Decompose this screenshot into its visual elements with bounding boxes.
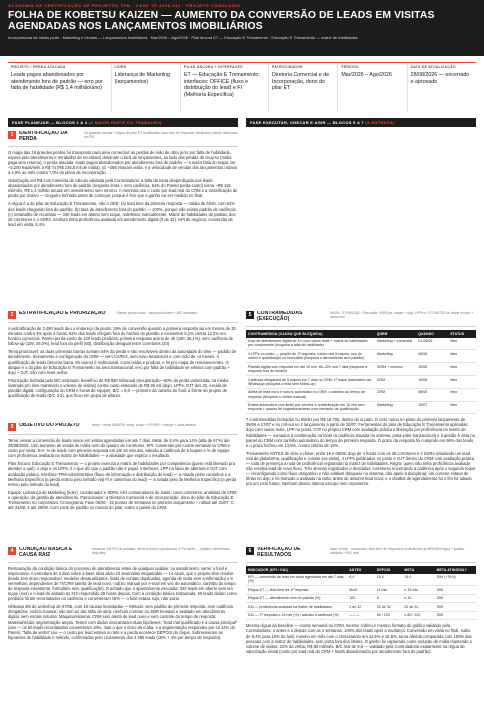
page-subtitle: Incorporadora de médio porte · Marketing e Vendas — Lançamentos Imobiliários · Mar/2026 – Ago/2026 · Pilar âncora ET — Educação E Treinamento · Educação E Treinamento — matriz de habilidades <box>8 35 358 40</box>
meta-pillar <box>181 63 269 112</box>
block-title: CONTRAMEDIDAS (EXECUÇÃO) <box>257 311 303 322</box>
table-cell: SIM <box>435 611 476 619</box>
meta-label: LÍDER <box>114 65 127 69</box>
table-cell: SDRs + corretor <box>375 363 416 376</box>
column-header: META ATINGIDA? <box>435 566 476 574</box>
meta-value: Leads pagos abandonados por atendimento fora de padrão — erro por falta de habilidade (R$ 1,4 milhão/ano) <box>11 72 103 92</box>
phase-plan-bar <box>8 118 238 127</box>
meta-label: DATA DE ATUALIZAÇÃO <box>410 65 456 69</box>
table-cell: 14,0 <box>402 574 434 586</box>
kicker: ACADEMIA DE CERTIFICAÇÃO DE PROJETOS TPM · CASE TP-2026-011 · PROJETO CONCLUÍDO <box>8 3 241 8</box>
column-header: DEPOIS <box>375 566 403 574</box>
column-header: INDICADOR (KPI / KAI) <box>246 566 347 574</box>
table-cell: feito <box>448 401 476 414</box>
meta-value: Mar/2026 – Ago/2026 <box>341 72 392 78</box>
table-cell: Alerta de lead novo e rodízio automático no CRM; o carimbo do tempo de resposta (bloqueia o rodízio manual) <box>246 388 375 401</box>
table-row <box>246 594 476 602</box>
table-cell: 100 <box>347 594 375 602</box>
block-note: base 1ªresp · conversão, final time de resposta e proficiência na MEDIAN régua + gráfico validado + B/C real <box>330 547 465 556</box>
paragraph: A régua é a do pilar de Educação E Treinamento, não o OEE: (a) lead time da primeira resposta — média de 6h40, com 62% dos leads chegando fora do padrão; (b) taxa de atendimento fora do padrão — 100%, porque não existia padrão de cadência; (c) retrabalho de recontato — 340 leads em aberto sem toque, redefeitos manualmente. Matriz de habilidades de partida: dos 28 corretores e 4 SDRs, nenhum tinha proficiência avaliada em atendimento digital (0 de 32). KPI de negócio: conversão de lead em visita, 8,4%. <box>8 201 237 227</box>
block-header <box>8 423 238 435</box>
column-header: ANTES <box>347 566 375 574</box>
phase-plan-label: FASE PLANEJAR — BLOCOS 1 A 4 <box>12 120 88 126</box>
block-number: 3 <box>8 423 16 431</box>
table-cell: — / — <box>347 611 375 619</box>
block-number: 6 <box>246 547 254 555</box>
block-note: Pareto perda-custo · tarea priorizável + B/C estimado <box>117 311 198 315</box>
table-row <box>246 401 476 414</box>
table-cell: 16/06 <box>416 375 448 388</box>
table-cell: 8,4 <box>347 574 375 586</box>
meta-sponsor <box>269 63 338 112</box>
block-header <box>246 311 476 327</box>
table-cell: SIM <box>435 594 476 602</box>
paragraph: Restauração da condição básica do processo de atendimento antes de qualquer análise: no atendimento, varrer o funil é inspecionar. A varredura de 3 dias sobre a base ativa abriu 23 anomalias etiquetadas — 14 azuis, que o próprio time resolve (leads sem dono responsável, modelos desatualizados, listas de contato duplicadas, agenda de visita sem confirmação) e 9 vermelhas, dependentes de TI/CRM (alerta de lead novo, rodízio manual por e-mail em vez de automático, carimbo do tempo de resposta inexistente, formulário sem qualificação). O achado que o apontamento escondia: 340 leads em aberto sem um toque (nos) e o lead de sábado às 21h respondido 28 horas depois. Com a condição básica restaurada, 60 leads daíam como perdidos foram recontatados na cadência e converteram 18% — o funil estava sujo, não vazio. <box>8 565 237 602</box>
table-cell: 08/06 <box>416 388 448 401</box>
meta-leader <box>112 63 181 112</box>
table-cell: 32 de 32 <box>402 603 434 611</box>
table-cell: feito <box>448 350 476 363</box>
table-cell: 11 min <box>375 586 403 594</box>
table-row <box>246 611 476 619</box>
table-cell: Marketing + comercial <box>375 338 416 350</box>
paragraph: Tema priorizavel: as duas primeiras barras somam 64% da perda e são resolvíveis dentro da autoridade do time — padrão de atendimento, treinamento e configuração do CRM — sem CAPEX, sem novo headcount e com ciclo de ~3 meses. A qualificação de leads (terceira barra, 60 casos) é multicausal, cruza mídia e produto, e foi pro mapa de remanescentes. O ataque é o do pilar de Educação E Treinamento na área transacional: erro por falta de habilidade se elimina com padrão + dojo + OJT, não com mais verba. <box>8 349 237 375</box>
paragraph: Ishikawa 4M do workshop de 07/05, com 18 causas levantadas — Método: sem padrão de primeira resposta, sem cadência obrigatória, rodízio manual; não tem ao dia; Mão de obra: nenhum corretor ou SDR treinado e avaliado em atendimento digital, sem escala noturna; Máquina/sistema: CRM sem alerta de lead novo e sem controle do tempo de resposta; Material/mídia: segmentação ampla. Testes com dados descartaram duas hipóteses: "lead mal qualificado é a causa principal" (aos — os 60 leads recontatados converteram 18%, mas o que o dono da mídia, e a segmentação respondeu por só 12% do Pareto; "falta de verba" (ao — o custo por lead estava no teto e a perda acontece DEPOIS do clique. Sobreviveram as hipóteses de habilidade e método, confirmadas pelo cruzamento dos 2 480 leads (19% + 4% por tempo de resposta). <box>8 604 238 640</box>
meta-strip <box>8 62 476 112</box>
meta-value: ET — Educação E Treinamento; interfaces: OFFICE (fluxo e distribuição do lead) e FI (Melhoria Específica) <box>183 72 260 98</box>
table-cell: SIM (+76%) <box>435 574 476 586</box>
phase-plan-note: (A MAIOR PARTE DO TRABALHO) <box>88 120 162 126</box>
block-2 <box>8 311 238 420</box>
block-header <box>8 311 238 323</box>
table-cell: Cadência obrigatória de 5 toques em 7 dias no CRM; 1º toque automático via WhatsApp (bloqueia o lead sem follow-up) <box>246 375 375 388</box>
header <box>0 0 484 56</box>
block-3 <box>8 423 238 544</box>
meta-label: PROJETO / PERDA ATACADA <box>11 65 66 69</box>
meta-label: PILAR ÂNCORA + INTERFACES <box>183 65 243 69</box>
table-cell: 4 LPPs no posto — propõe de 1ª resposta, roteiro dos 5 toques, uso do roteiro e qualificação no formulário (bloqueia o atendimento sem padrão) <box>246 350 375 363</box>
table-row <box>246 603 476 611</box>
block-4 <box>8 547 238 700</box>
table-cell: Plantão digital com resposta em até 10 min; 8h–22h nos 7 dias (bloqueia a resposta fora do horário) <box>246 363 375 376</box>
paragraph: A estratificação de 2.480 leads deu o endereço da perda: 19% de conversão quando a primeira resposta sai em menos de 30 minutos contra 4% após 4 horas; 62% dos leads chegam fora do horário do plantão e convertem 5,1% contra 12,2% em horário comercial. Pareto perda-custo de 420 leads perdidos: primeira resposta acima de 4h (180, 36,1%), sem cadência de follow-up (109, 26,0%), lead fora do perfil (60), distribuição desigual entre corretores (20). <box>8 326 236 347</box>
paragraph: Treinamento ANTES de virar a chave, entre 18 e 05/06: dojo de 4 horas com os 28 corretores e 4 SDRs simulando um lead real da plataforma, qualificação e convite pra visita), 4 LPPs publicados no posto e OJT dentro do CRM com avaliação prática — toda de presença a nota de proficiência registrada na matriz de habilidades. Regra: quem não tinha proficiência avaliada não recebia lead de novo fluxo. Três desvios registrados e decididos: corretores encerrando a cadência após o segundo toque — reconfigurado como fluxo obrigatório e não editável (bloqueio no sistema, não apelo à disciplina); um corretor estava de férias no dojo e foi treinado a avaliado na volta, antes de assumir lead novo; e o chatbot de agendamento foi o fim foi adiado pra um ciclo futuro. Nenhum desvio alterou escopo nem orçamento. <box>246 450 476 487</box>
meta-value: Liderança de Marketing (lançamentos) <box>114 72 170 85</box>
column-header: STATUS <box>448 330 476 338</box>
table-cell: feito <box>448 363 476 376</box>
meta-label: PERÍODO <box>341 65 360 69</box>
meta-project <box>8 63 112 112</box>
block-title: ESTRATIFICAÇÃO E PRIORIZAÇÃO <box>19 311 106 316</box>
table-cell: feito <box>448 375 476 388</box>
column-header: QUEM <box>375 330 416 338</box>
paragraph: Valorização em R$ com memória de cálculo validada pela Controladoria: a falta da meta desperdiçada nos leads abandonados por atendimento fora de padrão (resposta lenta + sem cadência, 64% do Pareto perda-custo) soma ~R$ 118 mil/mês, R$ 1,4 milhão anuais em investimento sem retorno. A memória usa o custo por lead real do CRM e a classificação de perda por motivo — ninguém fechada antes de começar, porque é feio que o ganho vai ser medido no final. <box>8 178 238 199</box>
paragraph: Equipe: Liderança de Marketing (líder); coordenador e SDRs; três consumidores de leads; cinco corretores; analistas de CRM e operação, da gestão de atendimento. Patrocinador: a Diretoria Comercial e de Incorporação, dono do pilar de Educação E Treinamento no corporativo. Cronograma: Fase 05/06 · 22 pontos de semanas no primeiro lançamento + rollout até 31/07, C até 31/08, 4 até 28/08. Com corte de padrão no mundo do pilar, sobre o painel do CRM. <box>8 489 237 511</box>
table-cell: CRM <box>375 388 416 401</box>
meta-label: PATROCINADOR <box>271 65 303 69</box>
page-title: FOLHA DE KOBETSU KAIZEN — AUMENTO DA CONVERSÃO DE LEADS EM VISITAS AGENDADAS NOS LANÇAMENTOS IMOBILIÁRIOS <box>8 10 435 32</box>
block-title: OBJETIVO DO PROJETO <box>19 423 80 428</box>
table-row <box>246 375 476 388</box>
table-cell: Rotina automática com limite por corretor e redistribuição em 15 min sem resposta + quadro de sugestionamento com formador de qualificação <box>246 401 375 414</box>
table-row <box>246 350 476 363</box>
column-header: QUANDO <box>416 330 448 338</box>
table-cell: KAI — 1ª resposta ≤ 15 min (%) / adesão à cadência (%) <box>246 611 347 619</box>
table-header-row <box>246 566 476 574</box>
table-cell: Dojo de atendimento digital de 4 h com casos reais + matriz de habilidades por componente (bloqueia a falta de habilidade) <box>246 338 375 350</box>
table-cell: 01-06/06 <box>416 338 448 350</box>
block-6 <box>246 547 476 700</box>
meta-period <box>338 63 407 112</box>
meta-value: Diretoria Comercial e de Incorporação, dono do pilar ET <box>271 72 330 92</box>
table-cell: feito <box>448 338 476 350</box>
table-cell: SIM <box>435 603 476 611</box>
meta-update-date <box>408 63 476 112</box>
table-cell: ≥ 80 / 100 <box>402 611 434 619</box>
table-cell: 32 de 32 <box>375 603 403 611</box>
table-cell: KPI — conversão de lead em visita agendada em até 7 dias (%) <box>246 574 347 586</box>
block-title: IDENTIFICAÇÃO DA PERDA <box>19 131 68 142</box>
table-row <box>246 388 476 401</box>
block-note: 16 grandes perdas + régua de pilar ET mobilizada; base-line de resposta; retrabalho; perda valorizada em R$ <box>84 131 238 140</box>
block-note: 5W2H · 07/08/2026 · Execução: 09/01/ye: nasas + dojo, LPPs e OJT ANTES de ativar e fluxo + direcionar <box>330 311 474 320</box>
column-header: META <box>402 566 434 574</box>
countermeasures-table <box>246 330 476 415</box>
table-cell: Régua ET — atendimento fora do padrão (%) <box>246 594 347 602</box>
meta-value: 28/08/2026 — encerrado e aprovado <box>410 72 470 85</box>
block-number: 1 <box>8 131 16 139</box>
table-cell: Marketing <box>375 401 416 414</box>
block-5 <box>246 311 476 544</box>
block-1 <box>8 131 238 306</box>
block-header <box>8 131 238 147</box>
phase-execute-note: (A ENTREGA) <box>365 120 395 126</box>
paragraph: O mapa das 16 grandes perdas foi transposto para area comercial: as perdas de mão de obra (erro por falta de habilidade, espera pelo atendimento e retrabalho de recontato) dominam o funil de lançamentos, ao lado das perdas de recurso (mídia paga sem retorno). A perda atacada: leads pagos abandonados por atendimento fora de padrão — a maior fatia do mapa. De ~3.200 leads/mês à R$ 74 (R$ 236,8 mil de mídia), só ~269 viravam visita, e a velocidade de vendas dos lançamentos rodava a 4,9% ao mês contra 7,0% do plano de incorporação. <box>8 149 237 175</box>
table-cell: ≤ 10 <box>402 594 434 602</box>
table-cell: 0 de 32 <box>347 603 375 611</box>
table-row <box>246 363 476 376</box>
table-cell: KAI — proficiência avaliada na matriz de habilidades <box>246 603 347 611</box>
table-cell: 6h40 <box>347 586 375 594</box>
phase-execute-bar <box>246 118 476 127</box>
block-title: VERIFICAÇÃO DE RESULTADOS <box>257 547 301 558</box>
table-cell: 06/06 <box>416 350 448 363</box>
paragraph: Tema: elevar a conversão de leads novos em visitas agendadas em até 7 dias. Meta: de 8,4% para 14% (alta de 67%) até 28/08/2026, com aumento de venda de mídia nem do quadro de corretores. KPI: conversão por coorte semanal no CRM e custo por visita. KAI: % de leads com primeira resposta em até 15 minutos, adesão à cadência de 5 toques e % de equipe com proficiência avaliada na matriz de habilidades — a atividade que explica o resultado. <box>8 438 231 459</box>
table-cell: Marketing <box>375 350 416 363</box>
table-cell: 6 <box>375 594 403 602</box>
table-cell: 90 / 100 <box>375 611 403 619</box>
block-number: 2 <box>8 311 16 319</box>
paragraph: Pilar âncora: Educação E Treinamento — o projeto exercita a matriz de habilidades por competência (quem está liberado pra atender o quê), o dojo e os LPPs; é o que diz que o padrão não é papel. Interfaces: LPP na faixa de abertura e OJT com avaliação prática. Interface TPM Administrativo (fluxo de informação e distribuição do lead) — a rotada pelos caminhos e a Melhoria Específica (a perda entrou pelo método via) FI e caminhos do lead) — a rotada pelo de Melhoria Específica (a perda entrou pelo método do lead). <box>8 461 237 487</box>
table-row <box>246 574 476 586</box>
block-note: tema + meta SMARTs; cinta; prazo + KPI/RH + equipe + data ativaca <box>92 423 196 427</box>
phase-execute-label: FASE EXECUTAR, CHECAR E AGIR — BLOCOS 5 A 7 <box>250 120 364 126</box>
block-header <box>246 547 476 563</box>
table-cell: SIM <box>435 586 476 594</box>
block-number: 4 <box>8 547 16 555</box>
table-cell: 10/06 <box>416 363 448 376</box>
table-cell: 16,0 <box>375 574 403 586</box>
paragraph: 7 contramedidas fechadas no 5W2H por R$ 16.700, dentro do orçado. O ciclo rodou no piloto do primeiro lançamento de 09/06 a 17/07 e no roll-out no 2 lançamento a partir de 20/07. Ferramentas do pilar de Educação E Treinamento aplicadas: dojo com casos reais, LPP no posto, OJT no próprio CRM com avaliação prática e liberação por proficiência na matriz de habilidades — somados à combinação na fonte (a cadência travada no sistema, poka-yoke transacional) e à gestão à vista no painel do CRM com carimbo automático do tempo da primeira resposta. O prazo da resposta foi cumprido em 96% dos leads e o prazo fechou em 13,6%, contra critério de 12%. <box>246 417 475 448</box>
block-note: restaurar ANTES de analisar: serve a funil e operacional; 4 Por quês → objetivo desenhado dirty-dirty <box>92 547 230 556</box>
block-header <box>8 547 238 563</box>
paragraph: Priorização fechada pelo B/C estimado: benefício de R$ 850 mil/anual (recuperação ~60% da perda valorizada, na média ilustrada pro time mantendo o volume de visitas) contra custo estimado de R$ 95 mil (dojo, LPPs, OJT dos 32, escala de plantão digital, configuração do CRM e horas de equipe): B/C = 9,0 — primeiro da carteira do funil, à frente do projeto de qualificação de leads (B/C 3,5), que ficou em grupo de pilares. <box>8 377 229 399</box>
table-cell: CRM <box>375 375 416 388</box>
table-cell: Régua ET — lead time da 1ª resposta <box>246 586 347 594</box>
table-header-row <box>246 330 476 338</box>
block-title: CONDIÇÃO BÁSICA E CAUSA RAIZ <box>19 547 73 558</box>
table-cell: feito <box>448 388 476 401</box>
paragraph: Mesma régua da baseline — coorte semanal no CRM, mesmo critério e mesmo formato de gráfico validado pela Controladoria: o antes e o depois com as 4 semanas, 100% dos leads após a mudança. Conversão em visita no final, subiu de 8,4% para 16% do funil, mesmo em mês com o crescimento em 12,5% e 15,8%, torna aferida comparada com 100% das pessoas com a matriz de habilidades, sem porta fora dos limites. O ganho foi capturado como redução de mídia mantendo o volume de visitas: 22% da verba, R$ 80 mil/mês. B/C real de 9,8 — validado pela Controladoria exatamente na régua de valorização inicial (custo por lead real do CRM + leads abandonados por atendimento fora do padrão). <box>246 623 472 654</box>
table-row <box>246 586 476 594</box>
column-header: CONTRAMEDIDA (CAUSA QUE BLOQUEIA) <box>246 330 375 338</box>
table-cell: ≤ 15 min <box>402 586 434 594</box>
block-number: 5 <box>246 311 254 319</box>
results-table <box>246 566 476 621</box>
table-row <box>246 338 476 350</box>
table-cell: 10/07 <box>416 401 448 414</box>
